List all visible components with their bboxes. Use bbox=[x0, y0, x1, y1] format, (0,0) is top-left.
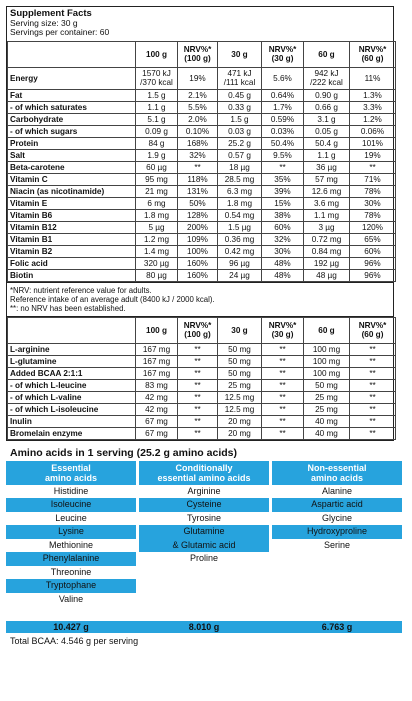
table-row bbox=[8, 355, 396, 367]
amino-acids-table bbox=[6, 461, 406, 633]
row-value: ** bbox=[262, 161, 304, 173]
row-value: 11% bbox=[350, 67, 396, 89]
row-value: 101% bbox=[350, 137, 396, 149]
essential-column bbox=[6, 461, 136, 607]
row-value: 71% bbox=[350, 173, 396, 185]
amino-acid-item: Aspartic acid bbox=[272, 498, 402, 512]
row-value: 20 mg bbox=[218, 415, 262, 427]
row-label: Energy bbox=[8, 67, 136, 89]
note-line: Reference intake of an average adult (8400 kJ / 2000 kcal). bbox=[10, 294, 215, 304]
table-row bbox=[8, 67, 396, 89]
row-value: 78% bbox=[350, 185, 396, 197]
amino-acid-item: Valine bbox=[58, 593, 84, 604]
total-bcaa: Total BCAA: 4.546 g per serving bbox=[10, 635, 139, 646]
row-value: ** bbox=[262, 379, 304, 391]
row-value: 32% bbox=[262, 233, 304, 245]
column-header: 30 g bbox=[218, 41, 262, 67]
row-value: 1.9 g bbox=[136, 149, 178, 161]
table-row bbox=[8, 221, 396, 233]
row-label: - of which saturates bbox=[8, 101, 136, 113]
amino-acid-item: Glutamine & Glutamic acid bbox=[139, 525, 269, 552]
column-header: 30 g bbox=[218, 317, 262, 343]
row-value: ** bbox=[350, 415, 396, 427]
row-value: 0.57 g bbox=[218, 149, 262, 161]
row-value: 12.6 mg bbox=[304, 185, 350, 197]
row-value: 1.3% bbox=[350, 89, 396, 101]
row-value: 0.72 mg bbox=[304, 233, 350, 245]
row-value: 471 kJ /111 kcal bbox=[218, 67, 262, 89]
row-value: ** bbox=[178, 415, 218, 427]
row-value: 1570 kJ /370 kcal bbox=[136, 67, 178, 89]
row-value: ** bbox=[262, 403, 304, 415]
table-row bbox=[8, 209, 396, 221]
row-label: Protein bbox=[8, 137, 136, 149]
row-value: 95 mg bbox=[136, 173, 178, 185]
table-row bbox=[8, 233, 396, 245]
table-row bbox=[8, 391, 396, 403]
header-empty bbox=[8, 317, 136, 343]
amino-acid-item: Glycine bbox=[321, 512, 352, 523]
row-value: 320 µg bbox=[136, 257, 178, 269]
row-value: 942 kJ /222 kcal bbox=[304, 67, 350, 89]
row-value: 109% bbox=[178, 233, 218, 245]
column-header: NRV%* (100 g) bbox=[178, 41, 218, 67]
amino-acid-item: Methionine bbox=[48, 539, 94, 550]
facts-header bbox=[7, 7, 393, 41]
row-label: - of which L-isoleucine bbox=[8, 403, 136, 415]
row-value: 19% bbox=[178, 67, 218, 89]
row-value: 5.1 g bbox=[136, 113, 178, 125]
amino-acid-item: Leucine bbox=[55, 512, 87, 523]
row-value: ** bbox=[178, 161, 218, 173]
row-value: 60% bbox=[350, 245, 396, 257]
row-value: 1.8 mg bbox=[218, 197, 262, 209]
row-value: 128% bbox=[178, 209, 218, 221]
row-value: 38% bbox=[262, 209, 304, 221]
amino-acid-item: Tyrosine bbox=[186, 512, 221, 523]
column-header: 60 g bbox=[304, 41, 350, 67]
row-value: ** bbox=[350, 403, 396, 415]
row-value: 67 mg bbox=[136, 427, 178, 439]
row-label: Vitamin E bbox=[8, 197, 136, 209]
row-value: 1.8 mg bbox=[136, 209, 178, 221]
amino-acid-item: Serine bbox=[323, 539, 350, 550]
row-value: 50.4% bbox=[262, 137, 304, 149]
row-value: ** bbox=[178, 391, 218, 403]
column-header: NRV%* (30 g) bbox=[262, 41, 304, 67]
row-value: 50 mg bbox=[218, 367, 262, 379]
row-value: 3 µg bbox=[304, 221, 350, 233]
column-header: NRV%* (60 g) bbox=[350, 317, 396, 343]
row-value: 48% bbox=[262, 257, 304, 269]
row-value: 3.1 g bbox=[304, 113, 350, 125]
row-value: 42 mg bbox=[136, 391, 178, 403]
row-label: - of which L-valine bbox=[8, 391, 136, 403]
row-label: L-glutamine bbox=[8, 355, 136, 367]
row-value: 25.2 g bbox=[218, 137, 262, 149]
row-value: 0.33 g bbox=[218, 101, 262, 113]
row-value: ** bbox=[262, 355, 304, 367]
row-label: - of which sugars bbox=[8, 125, 136, 137]
amino-acid-item: Hydroxyproline bbox=[272, 525, 402, 539]
row-value: ** bbox=[178, 367, 218, 379]
row-value: 25 mg bbox=[304, 391, 350, 403]
row-value: 1.1 g bbox=[136, 101, 178, 113]
row-value: 48 µg bbox=[304, 269, 350, 281]
column-header: NRV%* (60 g) bbox=[350, 41, 396, 67]
conditional-total: 8.010 g bbox=[188, 621, 220, 632]
row-value: 50% bbox=[178, 197, 218, 209]
row-value: ** bbox=[178, 403, 218, 415]
row-value: 39% bbox=[262, 185, 304, 197]
row-value: ** bbox=[178, 355, 218, 367]
row-value: 0.59% bbox=[262, 113, 304, 125]
row-value: 0.54 mg bbox=[218, 209, 262, 221]
amino-acid-item: Tryptophane bbox=[6, 579, 136, 593]
row-value: 24 µg bbox=[218, 269, 262, 281]
row-label: Folic acid bbox=[8, 257, 136, 269]
column-header: 100 g bbox=[136, 41, 178, 67]
row-value: 0.66 g bbox=[304, 101, 350, 113]
ingredients-table bbox=[7, 317, 396, 440]
row-value: 5.6% bbox=[262, 67, 304, 89]
table-row bbox=[8, 149, 396, 161]
row-value: 20 mg bbox=[218, 427, 262, 439]
amino-column-header: Essential amino acids bbox=[6, 461, 136, 485]
row-value: 60 µg bbox=[136, 161, 178, 173]
row-value: 1.2 mg bbox=[136, 233, 178, 245]
row-value: ** bbox=[178, 427, 218, 439]
row-label: Niacin (as nicotinamide) bbox=[8, 185, 136, 197]
row-label: Carbohydrate bbox=[8, 113, 136, 125]
row-value: 12.5 mg bbox=[218, 391, 262, 403]
row-value: ** bbox=[350, 391, 396, 403]
row-value: 0.84 mg bbox=[304, 245, 350, 257]
row-label: Salt bbox=[8, 149, 136, 161]
column-header: 60 g bbox=[304, 317, 350, 343]
label-sheet bbox=[6, 6, 406, 646]
table-row bbox=[8, 137, 396, 149]
row-label: Vitamin B12 bbox=[8, 221, 136, 233]
row-value: ** bbox=[350, 355, 396, 367]
row-value: 160% bbox=[178, 269, 218, 281]
row-label: Biotin bbox=[8, 269, 136, 281]
row-value: 1.4 mg bbox=[136, 245, 178, 257]
amino-column-header: Conditionally essential amino acids bbox=[139, 461, 269, 485]
row-value: 78% bbox=[350, 209, 396, 221]
row-value: 50.4 g bbox=[304, 137, 350, 149]
row-value: 3.6 mg bbox=[304, 197, 350, 209]
note-line: *NRV: nutrient reference value for adults. bbox=[10, 285, 152, 295]
row-value: 15% bbox=[262, 197, 304, 209]
serving-size: Serving size: 30 g bbox=[10, 17, 78, 28]
table-row bbox=[8, 125, 396, 137]
note-line: **: no NRV has been established. bbox=[10, 303, 126, 313]
row-value: 1.1 mg bbox=[304, 209, 350, 221]
row-value: 42 mg bbox=[136, 403, 178, 415]
row-value: ** bbox=[178, 343, 218, 355]
column-header: NRV%* (30 g) bbox=[262, 317, 304, 343]
amino-acid-item: Cysteine bbox=[139, 498, 269, 512]
row-value: 0.03 g bbox=[218, 125, 262, 137]
table-row bbox=[8, 161, 396, 173]
row-value: 96% bbox=[350, 269, 396, 281]
amino-acid-item: Phenylalanine bbox=[6, 552, 136, 566]
row-value: 50 mg bbox=[218, 355, 262, 367]
row-value: 30% bbox=[350, 197, 396, 209]
row-value: 100 mg bbox=[304, 343, 350, 355]
row-value: 50 mg bbox=[218, 343, 262, 355]
column-header: 100 g bbox=[136, 317, 178, 343]
row-value: 28.5 mg bbox=[218, 173, 262, 185]
row-value: 192 µg bbox=[304, 257, 350, 269]
row-value: 5 µg bbox=[136, 221, 178, 233]
row-value: 96 µg bbox=[218, 257, 262, 269]
table-row bbox=[8, 101, 396, 113]
table-row bbox=[8, 367, 396, 379]
row-value: ** bbox=[262, 367, 304, 379]
table-row bbox=[8, 379, 396, 391]
row-value: 40 mg bbox=[304, 415, 350, 427]
row-value: ** bbox=[350, 379, 396, 391]
row-value: 65% bbox=[350, 233, 396, 245]
table-row bbox=[8, 257, 396, 269]
nonessential-total: 6.763 g bbox=[321, 621, 353, 632]
row-value: 5.5% bbox=[178, 101, 218, 113]
row-value: ** bbox=[262, 391, 304, 403]
row-value: ** bbox=[350, 427, 396, 439]
row-value: 0.06% bbox=[350, 125, 396, 137]
row-value: 18 µg bbox=[218, 161, 262, 173]
row-value: 21 mg bbox=[136, 185, 178, 197]
row-value: 60% bbox=[262, 221, 304, 233]
row-value: 160% bbox=[178, 257, 218, 269]
row-value: 0.03% bbox=[262, 125, 304, 137]
row-label: Inulin bbox=[8, 415, 136, 427]
row-value: 9.5% bbox=[262, 149, 304, 161]
amino-acid-item: Histidine bbox=[53, 485, 89, 496]
row-value: 84 g bbox=[136, 137, 178, 149]
row-value: ** bbox=[262, 343, 304, 355]
row-value: ** bbox=[262, 415, 304, 427]
facts-title: Supplement Facts bbox=[10, 8, 92, 19]
row-value: 167 mg bbox=[136, 343, 178, 355]
row-value: 1.2% bbox=[350, 113, 396, 125]
row-value: 2.0% bbox=[178, 113, 218, 125]
row-value: 100 mg bbox=[304, 355, 350, 367]
amino-acid-item: Alanine bbox=[321, 485, 353, 496]
row-label: L-arginine bbox=[8, 343, 136, 355]
row-value: 40 mg bbox=[304, 427, 350, 439]
table-row bbox=[8, 415, 396, 427]
row-value: 1.7% bbox=[262, 101, 304, 113]
table-header-row bbox=[8, 317, 396, 343]
row-label: Vitamin B6 bbox=[8, 209, 136, 221]
row-value: 3.3% bbox=[350, 101, 396, 113]
row-value: 25 mg bbox=[304, 403, 350, 415]
row-value: 80 µg bbox=[136, 269, 178, 281]
amino-acid-item: Lysine bbox=[6, 525, 136, 539]
row-value: 100% bbox=[178, 245, 218, 257]
table-row bbox=[8, 89, 396, 101]
row-value: ** bbox=[350, 367, 396, 379]
amino-column-header: Non-essential amino acids bbox=[272, 461, 402, 485]
row-value: 2.1% bbox=[178, 89, 218, 101]
amino-acid-item: Arginine bbox=[187, 485, 221, 496]
row-value: ** bbox=[178, 379, 218, 391]
row-value: ** bbox=[350, 161, 396, 173]
amino-acid-item: Proline bbox=[189, 553, 218, 563]
row-value: 67 mg bbox=[136, 415, 178, 427]
table-header-row bbox=[8, 41, 396, 67]
row-value: 6.3 mg bbox=[218, 185, 262, 197]
amino-acid-item: Isoleucine bbox=[6, 498, 136, 512]
column-header: NRV%* (100 g) bbox=[178, 317, 218, 343]
amino-totals-row bbox=[6, 621, 402, 633]
table-row bbox=[8, 245, 396, 257]
row-value: 1.5 µg bbox=[218, 221, 262, 233]
row-value: 48% bbox=[262, 269, 304, 281]
row-value: 6 mg bbox=[136, 197, 178, 209]
row-value: 1.1 g bbox=[304, 149, 350, 161]
row-value: 36 µg bbox=[304, 161, 350, 173]
conditionally-essential-column bbox=[139, 461, 269, 566]
row-value: 120% bbox=[350, 221, 396, 233]
row-value: ** bbox=[262, 427, 304, 439]
row-value: 0.45 g bbox=[218, 89, 262, 101]
row-value: 0.09 g bbox=[136, 125, 178, 137]
table-row bbox=[8, 427, 396, 439]
row-value: 200% bbox=[178, 221, 218, 233]
row-value: 57 mg bbox=[304, 173, 350, 185]
row-label: - of which L-leucine bbox=[8, 379, 136, 391]
nutrition-table bbox=[7, 41, 396, 282]
nrv-notes bbox=[7, 282, 393, 317]
row-value: 19% bbox=[350, 149, 396, 161]
row-value: 1.5 g bbox=[218, 113, 262, 125]
row-value: 167 mg bbox=[136, 367, 178, 379]
row-value: 100 mg bbox=[304, 367, 350, 379]
row-value: 83 mg bbox=[136, 379, 178, 391]
row-value: 0.10% bbox=[178, 125, 218, 137]
row-value: 12.5 mg bbox=[218, 403, 262, 415]
row-value: 167 mg bbox=[136, 355, 178, 367]
supplement-facts-panel bbox=[6, 6, 394, 441]
row-value: 96% bbox=[350, 257, 396, 269]
row-label: Fat bbox=[8, 89, 136, 101]
row-label: Added BCAA 2:1:1 bbox=[8, 367, 136, 379]
row-value: 30% bbox=[262, 245, 304, 257]
essential-total: 10.427 g bbox=[53, 621, 89, 632]
row-value: 131% bbox=[178, 185, 218, 197]
row-value: 0.90 g bbox=[304, 89, 350, 101]
row-value: 35% bbox=[262, 173, 304, 185]
row-value: 0.42 mg bbox=[218, 245, 262, 257]
row-value: 50 mg bbox=[304, 379, 350, 391]
table-row bbox=[8, 269, 396, 281]
row-label: Vitamin B2 bbox=[8, 245, 136, 257]
table-row bbox=[8, 185, 396, 197]
servings-per-container: Servings per container: 60 bbox=[10, 27, 110, 37]
table-row bbox=[8, 173, 396, 185]
row-label: Vitamin B1 bbox=[8, 233, 136, 245]
row-label: Vitamin C bbox=[8, 173, 136, 185]
row-value: 0.64% bbox=[262, 89, 304, 101]
row-value: 168% bbox=[178, 137, 218, 149]
row-value: 32% bbox=[178, 149, 218, 161]
row-value: 25 mg bbox=[218, 379, 262, 391]
table-row bbox=[8, 197, 396, 209]
table-row bbox=[8, 113, 396, 125]
row-value: 118% bbox=[178, 173, 218, 185]
table-row bbox=[8, 403, 396, 415]
row-value: ** bbox=[350, 343, 396, 355]
row-label: Beta-carotene bbox=[8, 161, 136, 173]
row-value: 1.5 g bbox=[136, 89, 178, 101]
header-empty bbox=[8, 41, 136, 67]
row-label: Bromelain enzyme bbox=[8, 427, 136, 439]
row-value: 0.36 mg bbox=[218, 233, 262, 245]
table-row bbox=[8, 343, 396, 355]
amino-acid-item: Threonine bbox=[50, 566, 92, 577]
amino-acids-title: Amino acids in 1 serving (25.2 g amino acids) bbox=[10, 446, 237, 459]
row-value: 0.05 g bbox=[304, 125, 350, 137]
non-essential-column bbox=[272, 461, 402, 553]
